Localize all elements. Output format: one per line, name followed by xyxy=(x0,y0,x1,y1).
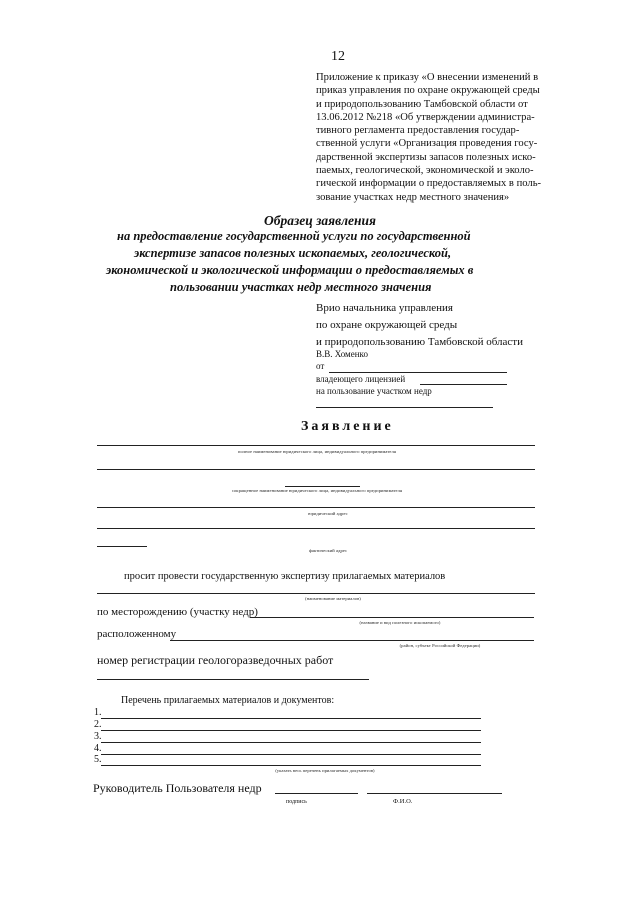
addressee-line: по охране окружающей среды xyxy=(316,319,458,331)
appendix-line: тивного регламента предоставления государ- xyxy=(316,125,520,137)
appendix-line: Приложение к приказу «О внесении изменений в xyxy=(316,72,539,83)
actual-address-caption: фактический адрес xyxy=(308,548,348,553)
materials-caption: (наименование материалов) xyxy=(305,596,361,601)
request-text: просит провести государственную экспертизу прилагаемых материалов xyxy=(124,571,446,582)
located-line[interactable] xyxy=(170,640,534,641)
short-name-caption: сокращенное наименование юридического лица, индивидуального предпринимателя xyxy=(231,488,403,493)
fio-line[interactable] xyxy=(367,793,502,794)
form-title-line: пользовании участках недр местного значения xyxy=(170,280,432,294)
list-line[interactable] xyxy=(101,765,481,766)
list-title: Перечень прилагаемых материалов и документов: xyxy=(121,695,335,706)
list-hint-caption: (указать весь перечень прилагаемых документов) xyxy=(275,768,375,773)
appendix-line: ственной услуги «Организация проведения госу- xyxy=(316,138,538,150)
list-line[interactable] xyxy=(101,730,481,731)
form-title-line: экспертизе запасов полезных ископаемых, геологической, xyxy=(134,246,452,260)
signature-caption: подпись xyxy=(286,799,307,805)
form-title-line: на предоставление государственной услуги по государственной xyxy=(117,229,471,243)
addressee-line: Врио начальника управления xyxy=(316,302,453,314)
list-number: 4. xyxy=(94,743,102,754)
region-caption: (район, субъект Российской Федерации) xyxy=(399,643,481,648)
legal-address-caption: юридический адрес xyxy=(308,511,348,516)
appendix-line: 13.06.2012 №218 «Об утверждении администра- xyxy=(316,111,535,123)
addressee-name: В.В. Хоменко xyxy=(316,349,368,359)
located-label: расположенному xyxy=(97,628,177,640)
list-line[interactable] xyxy=(101,742,481,743)
registration-line[interactable] xyxy=(97,679,369,680)
list-number: 1. xyxy=(94,707,102,718)
signature-line[interactable] xyxy=(275,793,358,794)
list-line[interactable] xyxy=(101,718,481,719)
form-title-line: экономической и экологической информации о предоставляемых в xyxy=(106,263,474,277)
appendix-line: дарственной экспертизы запасов полезных иско- xyxy=(316,151,536,163)
materials-line[interactable] xyxy=(97,593,535,594)
deposit-label: по месторождению (участку недр) xyxy=(97,606,258,618)
application-heading: Заявление xyxy=(301,419,394,434)
addressee-line: и природопользованию Тамбовской области xyxy=(316,336,523,348)
list-line[interactable] xyxy=(101,754,481,755)
appendix-line: зование участках недр местного значения» xyxy=(316,191,510,203)
fio-caption: Ф.И.О. xyxy=(393,798,413,805)
from-blank-line[interactable] xyxy=(329,372,507,373)
list-number: 5. xyxy=(94,754,102,765)
licence-blank-line[interactable] xyxy=(420,384,507,385)
from-label: от xyxy=(316,361,325,371)
full-name-line-2[interactable] xyxy=(97,469,535,470)
short-name-line-short[interactable] xyxy=(285,486,360,487)
signer-label: Руководитель Пользователя недр xyxy=(93,781,262,795)
legal-address-line[interactable] xyxy=(97,528,535,529)
deposit-line[interactable] xyxy=(250,617,534,618)
full-name-line[interactable] xyxy=(97,445,535,446)
page-number: 12 xyxy=(331,49,345,64)
form-title-line: Образец заявления xyxy=(264,213,377,228)
appendix-line: и природопользованию Тамбовской области от xyxy=(316,98,528,110)
registration-label: номер регистрации геологоразведочных работ xyxy=(97,653,334,667)
actual-address-line-short[interactable] xyxy=(97,546,147,547)
list-number: 2. xyxy=(94,719,102,730)
deposit-caption: (название и вид полезного ископаемого) xyxy=(359,620,441,625)
appendix-line: приказ управления по охране окружающей среды xyxy=(316,85,540,97)
appendix-note xyxy=(316,71,616,204)
use-blank-line[interactable] xyxy=(316,407,493,408)
licence-label: владеющего лицензией xyxy=(316,374,406,384)
use-label: на пользование участком недр xyxy=(316,386,432,396)
appendix-line: паемых, геологической, экономической и эколо- xyxy=(316,165,534,177)
short-name-line[interactable] xyxy=(97,507,535,508)
appendix-line: гической информации о предоставляемых в поль- xyxy=(316,178,542,190)
list-number: 3. xyxy=(94,731,102,742)
full-name-caption: полное наименование юридического лица, индивидуального предпринимателя xyxy=(237,449,397,454)
